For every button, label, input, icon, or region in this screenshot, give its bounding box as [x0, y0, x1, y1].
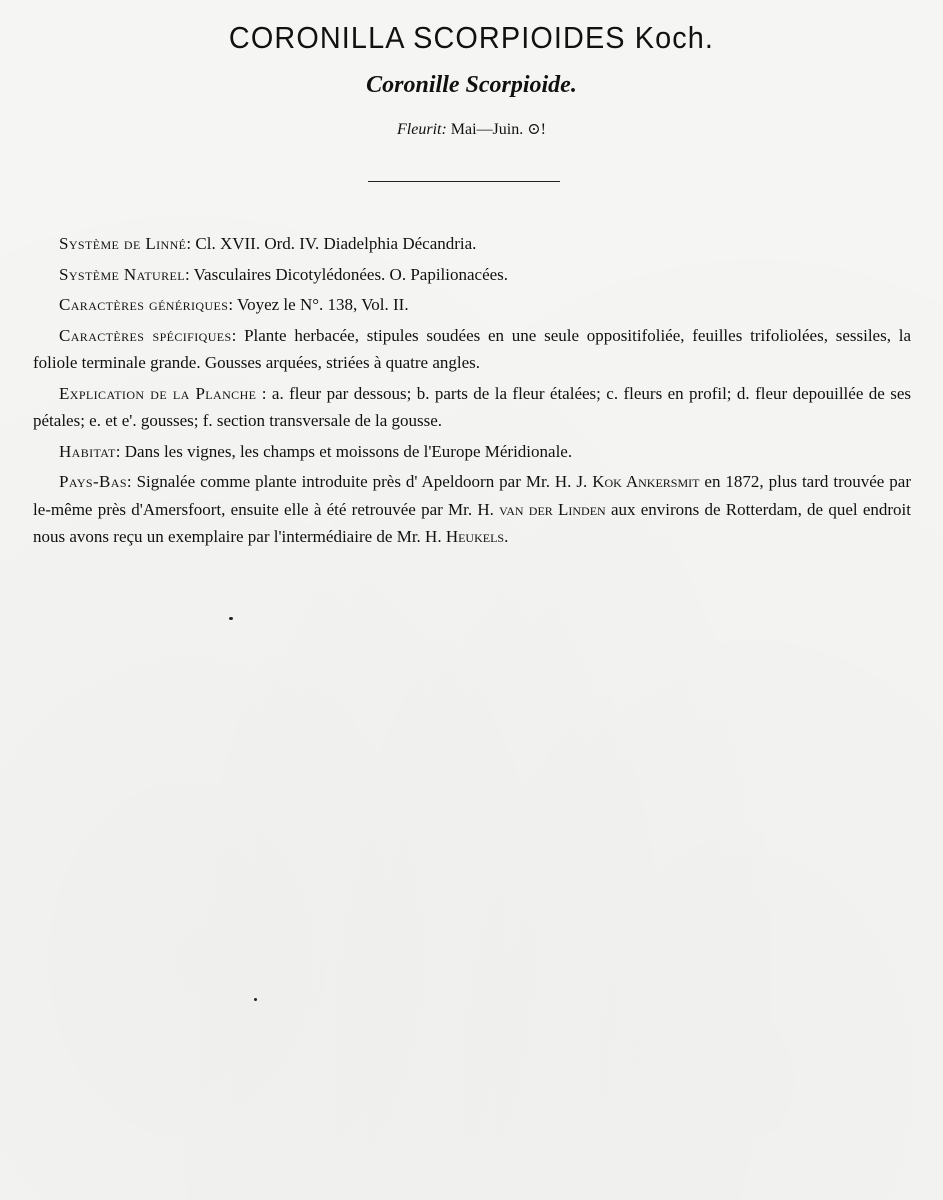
- paragraph-pays-bas: [33, 468, 911, 551]
- paragraph-text: .: [504, 527, 509, 546]
- ink-speck: [254, 998, 257, 1001]
- description-body: [33, 230, 911, 554]
- paragraph-text: : Dans les vignes, les champs et moissons de l'Europe Méridionale.: [115, 441, 573, 461]
- paragraph-label: Caractères spécifiques: [59, 325, 232, 345]
- flowering-value: Mai—Juin. ⊙!: [450, 121, 546, 138]
- paragraph-text: en 1872, plus tard trouvée par le-même près d'Amersfoort, ensuite elle à été retrouvée par Mr. H.: [33, 472, 911, 519]
- paragraph-text: : Plante herbacée, stipules soudées en une seule oppositifoliée, feuilles trifoliolées, sessiles, la foliole terminale grande. Gousses arquées, striées à quatre angles.: [33, 325, 911, 372]
- ink-speck: [229, 617, 233, 620]
- paragraph-text: : Voyez le N°. 138, Vol. II.: [228, 295, 409, 314]
- paragraph-text: aux environs de Rotterdam, de quel endroit nous avons reçu un exemplaire par l'intermédiaire de Mr. H.: [33, 499, 911, 546]
- paragraph-label: Explication de la Planche: [59, 383, 257, 403]
- paragraph-label: Caractères génériques: [59, 295, 229, 314]
- paragraph-label: Système de Linné: [59, 234, 187, 253]
- flowering-line: [0, 119, 943, 139]
- title-divider: [368, 181, 560, 182]
- paragraph-text: : Cl. XVII. Ord. IV. Diadelphia Décandria.: [186, 234, 477, 253]
- paragraph-naturel: [33, 261, 911, 289]
- paragraph-specifiques: [33, 322, 911, 377]
- person-name: van der Linden: [499, 499, 606, 519]
- paragraph-label: Pays-Bas: [59, 472, 127, 491]
- paragraph-label: Habitat: [59, 441, 116, 461]
- page-subtitle: Coronille Scorpioide.: [366, 72, 577, 98]
- person-name: Heukels: [445, 527, 505, 546]
- paragraph-explication: [33, 380, 911, 435]
- paragraph-text: : Signalée comme plante introduite près d' Apeldoorn par Mr. H. J.: [126, 472, 593, 491]
- paragraph-linne: [33, 230, 911, 258]
- paragraph-generiques: [33, 291, 911, 319]
- paragraph-text: : a. fleur par dessous; b. parts de la fleur étalées; c. fleurs en profil; d. fleur depouillée de ses pétales; e. et e'. gousses; f. section transversale de la gousse.: [33, 383, 911, 430]
- paragraph-label: Système Naturel: [59, 264, 185, 284]
- paragraph-text: : Vasculaires Dicotylédonées. O. Papilionacées.: [184, 264, 509, 284]
- flowering-label: Fleurit:: [397, 121, 447, 138]
- paragraph-habitat: [33, 438, 911, 466]
- person-name: Kok Ankersmit: [592, 472, 700, 491]
- page-title: CORONILLA SCORPIOIDES Koch.: [228, 20, 715, 55]
